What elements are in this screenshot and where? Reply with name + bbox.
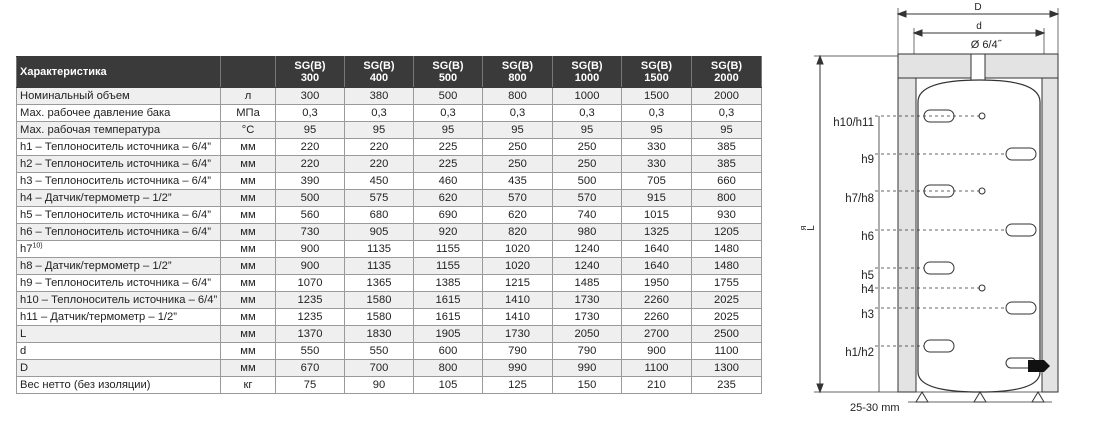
row-value: 820: [483, 224, 553, 241]
row-name-text: h10 – Теплоноситель источника – 6/4”: [20, 293, 218, 306]
row-unit: мм: [221, 207, 276, 224]
row-name: [17, 139, 221, 156]
row-value: 1580: [345, 309, 414, 326]
table-row: [17, 122, 762, 139]
row-unit: мм: [221, 258, 276, 275]
label-h10-h11: h10/h11: [833, 117, 874, 129]
row-value: 1640: [622, 241, 692, 258]
row-value: 1100: [692, 343, 762, 360]
header-model: [692, 57, 762, 88]
row-name: [17, 275, 221, 292]
table-row: [17, 275, 762, 292]
table-row: [17, 156, 762, 173]
row-value: 1905: [414, 326, 483, 343]
row-value: 1020: [483, 241, 553, 258]
row-name: [17, 309, 221, 326]
row-value: 1830: [345, 326, 414, 343]
row-value: 575: [345, 190, 414, 207]
row-name: [17, 207, 221, 224]
row-value: 0,3: [692, 105, 762, 122]
row-name-text: Мах. рабочая температура: [20, 123, 161, 136]
row-value: 300: [276, 88, 345, 105]
row-value: 690: [414, 207, 483, 224]
table-row: [17, 326, 762, 343]
row-value: 1020: [483, 258, 553, 275]
row-footnote: 10): [32, 241, 43, 249]
row-name: [17, 377, 221, 394]
row-unit: мм: [221, 241, 276, 258]
row-name: [17, 88, 221, 105]
row-value: 2500: [692, 326, 762, 343]
header-model-line2: 2000: [714, 72, 739, 84]
row-name-text: Мах. рабочее давление бака: [20, 106, 171, 119]
header-model: [345, 57, 414, 88]
label-h4: h4: [861, 284, 874, 296]
header-model: [622, 57, 692, 88]
row-value: 705: [622, 173, 692, 190]
row-value: 1385: [414, 275, 483, 292]
label-D: D: [974, 2, 982, 13]
row-value: 1755: [692, 275, 762, 292]
table-row: [17, 190, 762, 207]
row-unit: мм: [221, 156, 276, 173]
row-value: 75: [276, 377, 345, 394]
row-value: 500: [276, 190, 345, 207]
row-value: 0,3: [414, 105, 483, 122]
row-value: 800: [483, 88, 553, 105]
row-value: 95: [414, 122, 483, 139]
table-row: [17, 258, 762, 275]
header-model: [414, 57, 483, 88]
row-value: 1480: [692, 258, 762, 275]
table-body: [17, 88, 762, 394]
label-h3: h3: [861, 309, 874, 321]
row-unit: мм: [221, 292, 276, 309]
row-value: 220: [276, 139, 345, 156]
label-feet: 25-30 mm: [850, 402, 900, 414]
header-model: [553, 57, 622, 88]
row-unit: МПа: [221, 105, 276, 122]
label-L: L: [806, 225, 817, 231]
tank-diagram: [790, 0, 1090, 434]
row-value: 1640: [622, 258, 692, 275]
row-name-text: h9 – Теплоноситель источника – 6/4”: [20, 276, 211, 289]
row-value: 1410: [483, 309, 553, 326]
header-model-line2: 1000: [574, 72, 600, 84]
row-value: 800: [692, 190, 762, 207]
header-model-line2: 1500: [644, 72, 669, 84]
row-value: 330: [622, 156, 692, 173]
row-value: 560: [276, 207, 345, 224]
row-value: 700: [345, 360, 414, 377]
row-unit: мм: [221, 275, 276, 292]
row-value: 1070: [276, 275, 345, 292]
row-name: [17, 173, 221, 190]
header-model-line1: SG(B): [710, 60, 743, 72]
row-name-text: Вес нетто (без изоляции): [20, 378, 151, 391]
row-name: [17, 241, 221, 258]
table-header: [17, 57, 762, 88]
row-value: 125: [483, 377, 553, 394]
header-unit: [221, 57, 276, 88]
row-value: 680: [345, 207, 414, 224]
label-d: d: [976, 21, 982, 32]
row-unit: мм: [221, 343, 276, 360]
pipe-h6: [1006, 224, 1036, 236]
row-value: 600: [414, 343, 483, 360]
row-value: 220: [345, 139, 414, 156]
header-model-line2: 400: [369, 72, 389, 84]
header-model-line1: SG(B): [432, 60, 464, 72]
row-value: 0,3: [345, 105, 414, 122]
row-value: 1000: [553, 88, 622, 105]
header-model: [276, 57, 345, 88]
header-model-line1: SG(B): [640, 60, 673, 72]
header-model: [483, 57, 553, 88]
header-model-line1: SG(B): [294, 60, 326, 72]
header-characteristic: Характеристика: [17, 57, 221, 88]
row-name: [17, 156, 221, 173]
row-unit: мм: [221, 309, 276, 326]
row-value: 1205: [692, 224, 762, 241]
row-value: 990: [483, 360, 553, 377]
table-row: [17, 224, 762, 241]
row-value: 0,3: [622, 105, 692, 122]
row-name-text: h5 – Теплоноситель источника – 6/4”: [20, 208, 211, 221]
row-value: 1135: [345, 241, 414, 258]
row-value: 1370: [276, 326, 345, 343]
row-value: 1240: [553, 241, 622, 258]
row-value: 920: [414, 224, 483, 241]
row-value: 1615: [414, 309, 483, 326]
row-value: 150: [553, 377, 622, 394]
row-value: 1615: [414, 292, 483, 309]
row-value: 670: [276, 360, 345, 377]
row-value: 500: [414, 88, 483, 105]
pipe-h5: [924, 262, 954, 274]
row-value: 1730: [483, 326, 553, 343]
row-value: 250: [483, 156, 553, 173]
row-value: 1235: [276, 309, 345, 326]
table-row: [17, 88, 762, 105]
header-model-line1: SG(B): [501, 60, 534, 72]
row-value: 1580: [345, 292, 414, 309]
row-name: [17, 360, 221, 377]
header-model-line2: 800: [508, 72, 527, 84]
row-value: 905: [345, 224, 414, 241]
row-value: 95: [345, 122, 414, 139]
table-row: [17, 377, 762, 394]
row-value: 1135: [345, 258, 414, 275]
table-row: [17, 360, 762, 377]
row-value: 2000: [692, 88, 762, 105]
row-value: 570: [553, 190, 622, 207]
row-value: 1410: [483, 292, 553, 309]
row-value: 95: [483, 122, 553, 139]
row-value: 225: [414, 139, 483, 156]
row-name: [17, 190, 221, 207]
foot-mid: [974, 392, 986, 402]
row-value: 790: [483, 343, 553, 360]
label-L-prefix: я: [798, 225, 808, 231]
row-name-text: d: [20, 344, 27, 357]
table-row: [17, 173, 762, 190]
row-name-text: h4 – Датчик/термометр – 1/2”: [20, 191, 172, 204]
row-value: 1730: [553, 309, 622, 326]
row-value: 1155: [414, 258, 483, 275]
row-value: 0,3: [483, 105, 553, 122]
label-h6: h6: [861, 231, 874, 243]
pipe-h3: [1006, 302, 1036, 314]
label-h5: h5: [861, 270, 874, 282]
row-value: 900: [622, 343, 692, 360]
label-top-pipe: Ø 6/4˝: [970, 39, 1002, 51]
table-row: [17, 241, 762, 258]
label-h1-h2: h1/h2: [845, 347, 874, 359]
header-model-line1: SG(B): [571, 60, 603, 72]
row-value: 990: [553, 360, 622, 377]
row-value: 225: [414, 156, 483, 173]
insulation-right: [1042, 54, 1058, 392]
row-value: 660: [692, 173, 762, 190]
row-value: 1155: [414, 241, 483, 258]
label-h7-h8: h7/h8: [845, 193, 874, 205]
top-pipe: [971, 54, 985, 82]
row-unit: °С: [221, 122, 276, 139]
spec-table: [16, 56, 762, 394]
header-model-line2: 500: [438, 72, 458, 84]
dim-d-arrow-right: [1036, 30, 1044, 36]
row-value: 620: [483, 207, 553, 224]
row-value: 1485: [553, 275, 622, 292]
row-value: 220: [276, 156, 345, 173]
row-value: 740: [553, 207, 622, 224]
row-name-text: h8 – Датчик/термометр – 1/2”: [20, 259, 172, 272]
row-value: 385: [692, 139, 762, 156]
row-value: 250: [483, 139, 553, 156]
header-model-line1: SG(B): [363, 60, 395, 72]
row-value: 800: [414, 360, 483, 377]
row-value: 930: [692, 207, 762, 224]
dim-d-arrow-left: [914, 30, 922, 36]
row-value: 1300: [692, 360, 762, 377]
row-value: 1325: [622, 224, 692, 241]
row-unit: мм: [221, 190, 276, 207]
row-name-text: L: [20, 327, 27, 340]
row-name: [17, 122, 221, 139]
row-value: 330: [622, 139, 692, 156]
row-value: 1215: [483, 275, 553, 292]
row-value: 620: [414, 190, 483, 207]
row-name: [17, 105, 221, 122]
row-value: 2050: [553, 326, 622, 343]
table-row: [17, 139, 762, 156]
header-model-line2: 300: [300, 72, 320, 84]
row-name: [17, 224, 221, 241]
row-value: 730: [276, 224, 345, 241]
foot-right: [1032, 392, 1044, 402]
row-name: [17, 292, 221, 309]
row-value: 1950: [622, 275, 692, 292]
row-name-text: h7: [20, 242, 33, 255]
row-value: 1240: [553, 258, 622, 275]
row-value: 380: [345, 88, 414, 105]
row-unit: кг: [221, 377, 276, 394]
row-value: 550: [345, 343, 414, 360]
row-name-text: h6 – Теплоноситель источника – 6/4”: [20, 225, 211, 238]
row-value: 390: [276, 173, 345, 190]
row-value: 900: [276, 258, 345, 275]
row-value: 95: [692, 122, 762, 139]
label-h9: h9: [861, 154, 874, 166]
row-value: 210: [622, 377, 692, 394]
table-row: [17, 207, 762, 224]
row-value: 1730: [553, 292, 622, 309]
row-value: 980: [553, 224, 622, 241]
insulation-left: [898, 54, 916, 392]
table-row: [17, 309, 762, 326]
row-value: 250: [553, 156, 622, 173]
row-name-text: Номинальный объем: [20, 89, 130, 102]
row-unit: мм: [221, 173, 276, 190]
row-value: 790: [553, 343, 622, 360]
row-value: 95: [276, 122, 345, 139]
table-row: [17, 343, 762, 360]
row-value: 385: [692, 156, 762, 173]
row-value: 450: [345, 173, 414, 190]
row-value: 570: [483, 190, 553, 207]
row-value: 900: [276, 241, 345, 258]
row-name-text: h3 – Теплоноситель источника – 6/4”: [20, 174, 211, 187]
row-value: 1480: [692, 241, 762, 258]
row-name: [17, 258, 221, 275]
row-value: 250: [553, 139, 622, 156]
row-value: 1235: [276, 292, 345, 309]
row-name-text: h2 – Теплоноситель источника – 6/4”: [20, 157, 211, 170]
row-unit: мм: [221, 224, 276, 241]
dim-D-arrow-right: [1050, 11, 1058, 17]
row-name: [17, 343, 221, 360]
row-value: 105: [414, 377, 483, 394]
dim-D-arrow-left: [898, 11, 906, 17]
row-value: 460: [414, 173, 483, 190]
row-unit: мм: [221, 326, 276, 343]
pipe-h1: [924, 340, 954, 352]
row-value: 2260: [622, 292, 692, 309]
row-value: 435: [483, 173, 553, 190]
row-value: 220: [345, 156, 414, 173]
row-value: 1500: [622, 88, 692, 105]
pipe-h9: [1006, 148, 1036, 160]
row-value: 2025: [692, 292, 762, 309]
row-unit: л: [221, 88, 276, 105]
row-name-text: D: [20, 361, 29, 374]
row-value: 95: [622, 122, 692, 139]
row-value: 2025: [692, 309, 762, 326]
row-name-text: h1 – Теплоноситель источника – 6/4”: [20, 140, 211, 153]
row-name-text: h11 – Датчик/термометр – 1/2”: [20, 310, 177, 323]
foot-left: [916, 392, 928, 402]
table-row: [17, 292, 762, 309]
row-unit: мм: [221, 139, 276, 156]
row-value: 1100: [622, 360, 692, 377]
row-value: 550: [276, 343, 345, 360]
row-value: 1015: [622, 207, 692, 224]
row-value: 2260: [622, 309, 692, 326]
table-row: [17, 105, 762, 122]
row-value: 915: [622, 190, 692, 207]
row-value: 90: [345, 377, 414, 394]
row-value: 0,3: [553, 105, 622, 122]
row-value: 95: [553, 122, 622, 139]
row-value: 500: [553, 173, 622, 190]
row-unit: мм: [221, 360, 276, 377]
row-value: 2700: [622, 326, 692, 343]
row-value: 1365: [345, 275, 414, 292]
row-value: 0,3: [276, 105, 345, 122]
row-value: 235: [692, 377, 762, 394]
row-name: [17, 326, 221, 343]
